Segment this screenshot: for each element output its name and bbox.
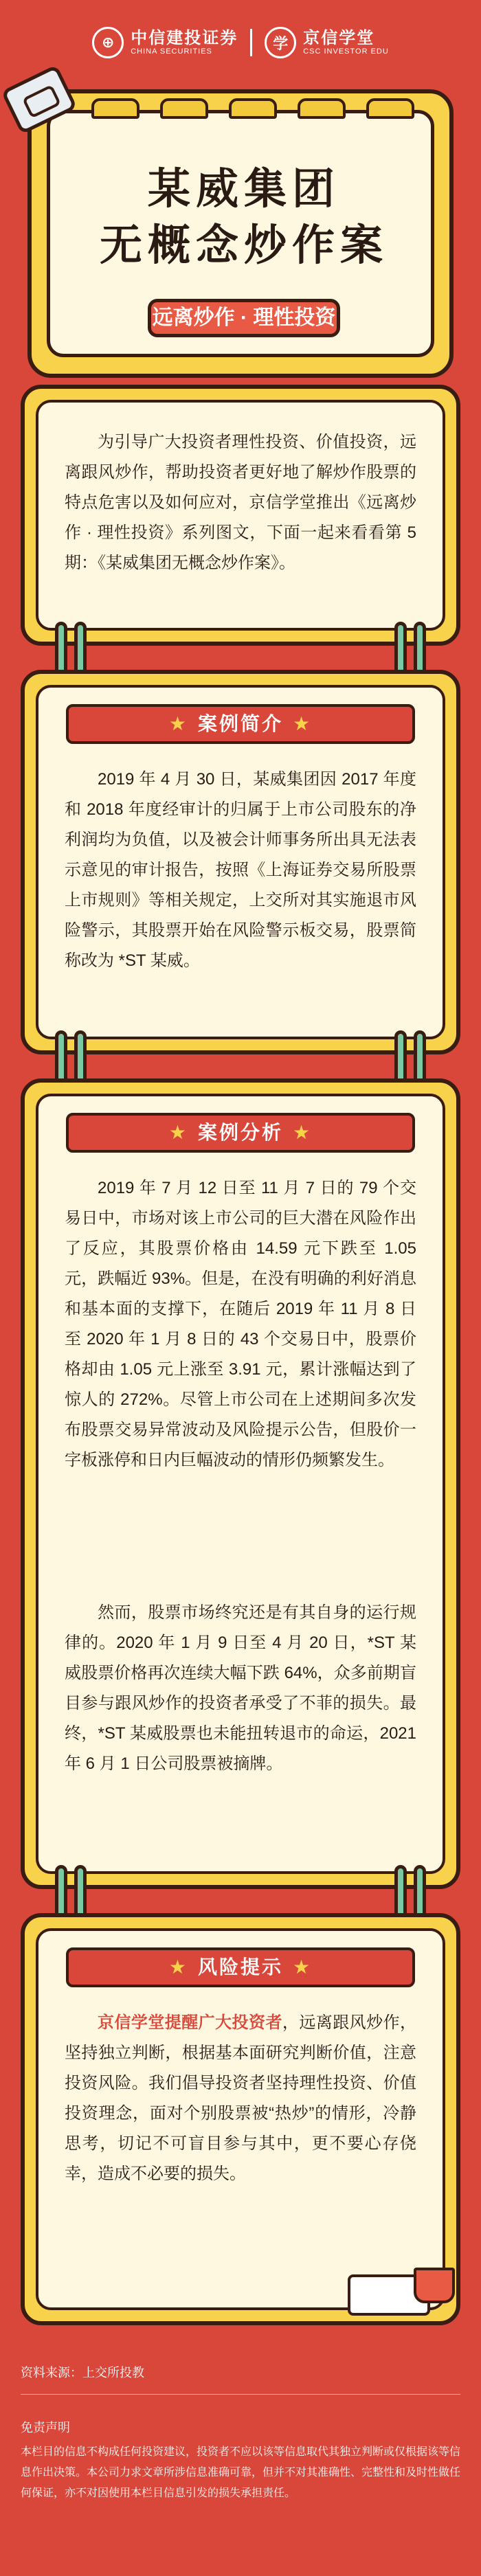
case-intro-panel xyxy=(21,670,460,1054)
folder-tab xyxy=(298,98,346,119)
star-icon: ★ xyxy=(168,1956,188,1978)
intro-panel xyxy=(21,385,460,646)
case-analysis-panel-inner xyxy=(36,1094,445,1874)
case-intro-text: 2019 年 4 月 30 日，某威集团因 2017 年度和 2018 年度经审计的归属于上市公司股东的净利润均为负值，以及被会计师事务所出具无法表示意见的审计报告，按照《上海证券交易所股票上市规则》等相关规定，上交所对其实施退市风险警示，其股票开始在风险警示板交易，股票简称改为 *ST 某威。 xyxy=(65,770,416,970)
brand2-cn: 京信学堂 xyxy=(303,28,375,47)
brand1-cn: 中信建投证券 xyxy=(131,28,238,47)
title-line-1: 某威集团 xyxy=(147,166,340,213)
disclaimer-text: 本栏目的信息不构成任何投资建议，投资者不应以该等信息取代其独立判断或仅根据该等信息作出决策。本公司力求文章所涉信息准确可靠，但并不对其准确性、完整性和及时性做任何保证，亦不对因使用本栏目信息引发的损失承担责任。 xyxy=(21,2446,461,2499)
cup-icon xyxy=(414,2268,455,2303)
brand2-en: CSC INVESTOR EDU xyxy=(303,47,389,56)
case-analysis-title xyxy=(66,1113,415,1153)
case-analysis-title-text: 案例分析 xyxy=(197,1122,283,1143)
case-intro-title-text: 案例简介 xyxy=(197,713,283,734)
case-analysis-panel xyxy=(21,1078,460,1889)
intro-panel-inner xyxy=(36,400,445,631)
china-securities-logo-icon: ⊕ xyxy=(92,27,124,58)
title-inner xyxy=(47,110,434,357)
folder-tab xyxy=(366,98,414,119)
folder-tab xyxy=(229,98,277,119)
title-card xyxy=(27,89,454,378)
risk-panel xyxy=(21,1913,460,2325)
intro-text: 为引导广大投资者理性投资、价值投资，远离跟风炒作，帮助投资者更好地了解炒作股票的特点危害以及如何应对，京信学堂推出《远离炒作 · 理性投资》系列图文，下面一起来看看第 5 期：《某威集团无概念炒作案》。 xyxy=(65,433,416,572)
logo-row xyxy=(0,23,481,62)
brand1-en: CHINA SECURITIES xyxy=(131,47,212,56)
disclaimer-title: 免责声明 xyxy=(21,2421,70,2434)
risk-title-text: 风险提示 xyxy=(197,1956,283,1978)
case-analysis-text-2: 然而，股票市场终究还是有其自身的运行规律的。2020 年 1 月 9 日至 4 月 20 日，*ST 某威股票价格再次连续大幅下跌 64%，众多前期盲目参与跟风炒作的投资者承受了不菲的损失。最终，*ST 某威股票也未能扭转退市的命运，2021 年 6 月 1 日公司股票被摘牌。 xyxy=(65,1603,416,1773)
logo-separator xyxy=(250,29,252,56)
page-title xyxy=(50,161,438,274)
china-securities-logo xyxy=(92,27,238,58)
header xyxy=(0,0,481,76)
source-note: 资料来源：上交所投教 xyxy=(21,2366,144,2380)
case-intro-title xyxy=(66,704,415,744)
case-analysis-text-1: 2019 年 7 月 12 日至 11 月 7 日的 79 个交易日中，市场对该上市公司的巨大潜在风险作出了反应，其股票价格由 14.59 元下跌至 1.05 元，跌幅近 93%。但是，在没有明确的利好消息和基本面的支撑下，在随后 2019 年 11 月 8 日至 2020 年 1 月 8 日的 43 个交易日中，股票价格却由 1.05 元上涨至 3.91 元，累计涨幅达到了惊人的 272%。尽管上市公司在上述期间多次发布股票交易异常波动及风险提示公告，但股价一字板涨停和日内巨幅波动的情形仍频繁发生。 xyxy=(65,1179,416,1469)
risk-body: ，远离跟风炒作，坚持独立判断，根据基本面研究判断价值，注意投资风险。我们倡导投资者坚持理性投资、价值投资理念，面对个别股票被“热炒”的情形，冷静思考，切记不可盲目参与其中，更不要心存侥幸，造成不必要的损失。 xyxy=(65,2013,417,2183)
folder-tab xyxy=(160,98,208,119)
star-icon: ★ xyxy=(168,1122,188,1143)
folder-tab xyxy=(91,98,139,119)
risk-highlight: 京信学堂提醒广大投资者 xyxy=(98,2013,282,2032)
risk-title xyxy=(66,1947,415,1987)
risk-panel-inner xyxy=(36,1928,445,2310)
star-icon: ★ xyxy=(168,713,188,734)
csc-edu-logo-icon: 学 xyxy=(265,27,296,58)
risk-text xyxy=(65,2008,416,2189)
title-subtitle: 远离炒作 · 理性投资 xyxy=(148,299,340,337)
title-line-2: 无概念炒作案 xyxy=(99,222,388,269)
star-icon: ★ xyxy=(293,1956,313,1978)
case-intro-panel-inner xyxy=(36,685,445,1039)
footer-divider xyxy=(21,2394,460,2395)
csc-edu-logo xyxy=(265,27,389,58)
star-icon: ★ xyxy=(293,713,313,734)
star-icon: ★ xyxy=(293,1122,313,1143)
